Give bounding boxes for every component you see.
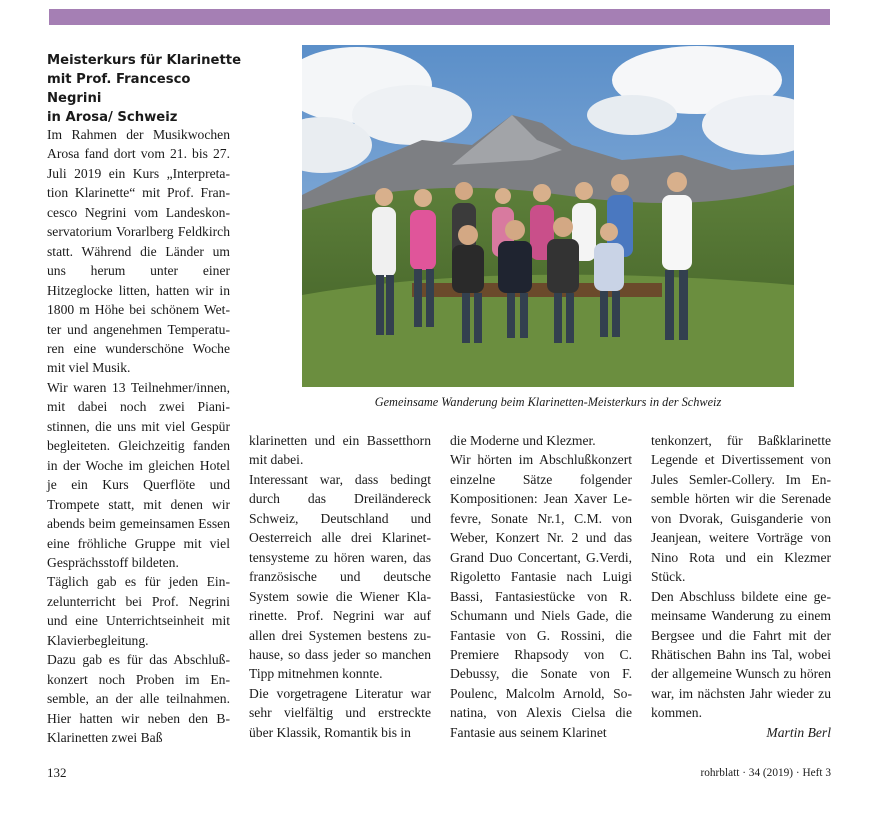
paragraph: Dazu gab es für das Abschlußkonzert noch Proben im Ensemble, an der alle teilnahmen. Hier hatten wir neben den B-Klarinetten zwei Baß <box>47 652 230 746</box>
group-photo-illustration <box>302 45 794 387</box>
paragraph: die Moderne und Klezmer. <box>450 433 596 448</box>
header-color-bar <box>49 9 830 25</box>
paragraph: Wir waren 13 Teilnehmer/innen, mit dabei noch zwei Pianistinnen, die uns mit viel Gespür begleiteten. Gleichzeitig fanden in der Woche im gleichen Hotel je ein Kurs Querflöte und Trompete statt, mit denen wir abends beim gemeinsamen Essen eine fröhliche Gruppe mit viel Gesprächsstoff bildeten. <box>47 379 230 570</box>
photo-caption: Gemeinsame Wanderung beim Klarinetten-Meisterkurs in der Schweiz <box>374 395 722 409</box>
paragraph: klarinetten und ein Bassetthorn mit dabei. <box>249 433 431 468</box>
paragraph: Die vorgetragene Literatur war sehr vielfältig und erstreckte über Klassik, Romantik bis in <box>249 685 431 740</box>
author-signature: Martin Berl <box>766 724 831 740</box>
paragraph: Wir hörten im Abschlußkonzert einzelne Sätze folgender Kompositionen: Jean Xaver Lefevre, Sonate Nr.1, C.M. von Weber, Konzert Nr. 2 und das Grand Duo Concertant, G.Verdi, Rigoletto Fantasie nach Luigi Bassi, Fantasiestücke von R. Schumann und Niels Gade, die Fantasie von G. Rossini, die Premiere Rhapsody von C. Debussy, die Sonate von F. Poulenc, Malcolm Arnold, Sonatina, von Alexis Cielsa die Fantasie aus seinem Klarinet <box>450 452 632 740</box>
text-column-2 <box>249 431 431 742</box>
text-column-1 <box>47 125 230 748</box>
paragraph: Im Rahmen der Musikwochen Arosa fand dort vom 21. bis 27. Juli 2019 ein Kurs „Interpretation Klarinette“ mit Prof. Francesco Negrini vom Landeskonservatorium Vorarlberg Feldkirch statt. Während die Länder um uns herum unter einer Hitzeglocke litten, hatten wir in 1800 m Höhe bei schönem Wetter und angenehmen Temperaturen eine wunderschöne Woche mit viel Musik. <box>47 127 230 376</box>
journal-reference: rohrblatt · 34 (2019) · Heft 3 <box>700 767 831 779</box>
paragraph: Täglich gab es für jeden Einzelunterricht bei Prof. Negrini und eine Unterrichtseinheit mit Klavierbegleitung. <box>47 574 230 648</box>
text-column-3 <box>450 431 632 742</box>
paragraph: Interessant war, dass bedingt durch das Dreiländereck Schweiz, Deutschland und Oesterreich alle drei Klarinettensysteme zu hören waren, das französische und deutsche System sowie die Wiener Klarinette. Prof. Negrini war auf allen drei Systemen bestens zuhause, so dass jeder so manchen Tipp mitnehmen konnte. <box>249 471 431 682</box>
page-number: 132 <box>47 765 67 780</box>
article-title: Meisterkurs für Klarinette mit Prof. Francesco Negrini in Arosa/ Schweiz <box>47 53 242 125</box>
paragraph: Den Abschluss bildete eine gemeinsame Wanderung zu einem Bergsee und die Fahrt mit der Rhätischen Bahn ins Tal, wobei der allgemeine Wunsch zu hören war, im nächsten Jahr wieder zu kommen. <box>651 588 831 721</box>
group-photo <box>302 45 794 387</box>
text-column-4 <box>651 431 831 742</box>
paragraph: tenkonzert, für Baßklarinette Legende et Divertissement von Jules Semler-Collery. Im Ensemble hörten wir die Serenade von Dvorak, Guisganderie von Jeanjean, weitere Vorträge von Nino Rota und ein Klezmer Stück. <box>651 433 831 585</box>
